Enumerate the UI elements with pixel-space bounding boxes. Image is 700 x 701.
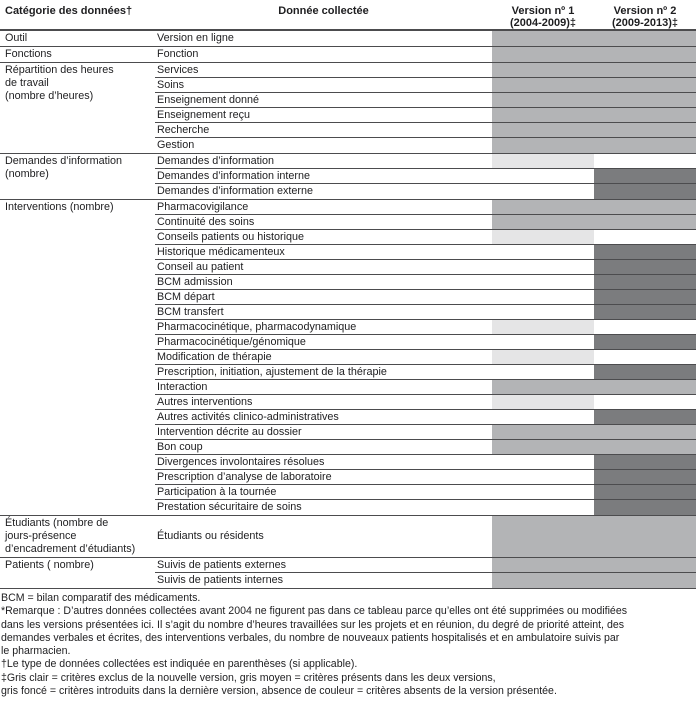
table-group [0,558,696,589]
data-label: Enseignement reçu [157,108,251,121]
version1-cell [492,93,594,107]
category-cell [0,516,155,557]
category-line: (nombre) [5,168,49,180]
data-label: Services [157,63,199,76]
version2-cell [594,275,696,289]
table-row [155,320,696,335]
table-row [155,455,696,470]
group-rows [155,516,696,557]
table-row [155,470,696,485]
version2-cell [594,47,696,62]
table-row [155,93,696,108]
table-row [155,380,696,395]
group-rows [155,558,696,588]
version1-cell [492,230,594,244]
table-row [155,395,696,410]
data-label: Historique médicamenteux [157,245,285,258]
data-label: Interaction [157,380,208,393]
data-label: Participation à la tournée [157,485,277,498]
version2-cell [594,365,696,379]
version2-cell [594,380,696,394]
table-row [155,558,696,573]
version1-cell [492,573,594,588]
category-line: Patients ( nombre) [5,559,94,571]
header-collected: Donnée collectée [278,5,369,17]
header-version1-line2: (2004-2009)‡ [509,17,577,29]
table-row [155,290,696,305]
version1-cell [492,350,594,364]
version1-cell [492,305,594,319]
footnote-line: ‡Gris clair = critères exclus de la nouvelle version, gris moyen = critères présents dans les deux versions, [1,671,496,684]
version1-cell [492,245,594,259]
category-line: Outil [5,32,28,44]
data-label: Soins [157,78,185,91]
table-row [155,31,696,46]
data-label: Prestation sécuritaire de soins [157,501,302,513]
data-label: Demandes d’information [157,154,275,167]
version2-cell [594,169,696,183]
version1-cell [492,395,594,409]
data-label: Modification de thérapie [157,350,272,363]
data-label: Continuité des soins [157,215,255,228]
header-version1 [492,5,594,29]
table-row [155,410,696,425]
data-label: Bon coup [157,440,203,453]
version2-cell [594,455,696,469]
table-row [155,123,696,138]
category-line: (nombre d’heures) [5,90,94,102]
version2-cell [594,485,696,499]
version1-cell [492,500,594,515]
table-group [0,200,696,516]
table-row [155,108,696,123]
table-row [155,230,696,245]
category-cell [0,47,155,62]
header-version2-line1: Version nº 2 [613,5,677,17]
table-row [155,184,696,199]
table-row [155,245,696,260]
table-body [0,31,696,589]
version2-cell [594,500,696,515]
data-label: Autres interventions [157,395,253,408]
data-label: Enseignement donné [157,93,260,106]
data-label: BCM admission [157,275,233,288]
version1-cell [492,275,594,289]
version1-cell [492,123,594,137]
version2-cell [594,31,696,46]
version1-cell [492,31,594,46]
version2-cell [594,215,696,229]
version1-cell [492,320,594,334]
data-label: Gestion [157,139,195,151]
data-label: Pharmacovigilance [157,200,249,213]
version2-cell [594,470,696,484]
table-row [155,47,696,62]
category-cell [0,558,155,588]
version1-cell [492,260,594,274]
version2-cell [594,290,696,304]
data-label: Pharmacocinétique/génomique [157,335,306,348]
data-label: Fonction [157,48,199,60]
version1-cell [492,47,594,62]
category-cell [0,154,155,199]
version1-cell [492,138,594,153]
category-line: Interventions (nombre) [5,201,114,213]
table-row [155,365,696,380]
footnotes [0,589,700,698]
version1-cell [492,154,594,168]
table-group [0,31,696,47]
table-group [0,516,696,558]
table-row [155,516,696,557]
category-cell [0,31,155,46]
version2-cell [594,108,696,122]
version2-cell [594,320,696,334]
group-rows [155,200,696,515]
version1-cell [492,410,594,424]
category-line: Répartition des heures [5,64,114,76]
table-row [155,350,696,365]
version2-cell [594,154,696,168]
data-label: BCM départ [157,290,215,303]
table-group [0,154,696,200]
version1-cell [492,425,594,439]
header-version2 [594,5,696,29]
footnote-line: gris foncé = critères introduits dans la dernière version, absence de couleur = critères absents de la version présentée. [1,685,557,698]
header-category: Catégorie des données† [5,5,133,17]
version2-cell [594,573,696,588]
footnote-line: le pharmacien. [1,645,71,658]
group-rows [155,47,696,62]
group-rows [155,63,696,153]
group-rows [155,31,696,46]
category-cell [0,63,155,153]
table-row [155,275,696,290]
table-row [155,485,696,500]
version1-cell [492,108,594,122]
data-label: Suivis de patients externes [157,558,287,571]
footnote-line: †Le type de données collectées est indiquée en parenthèses (si applicable). [1,658,358,671]
version1-cell [492,365,594,379]
data-label: Demandes d’information interne [157,169,311,182]
version2-cell [594,335,696,349]
footnote-line: BCM = bilan comparatif des médicaments. [1,592,201,604]
data-label: Suivis de patients internes [157,574,284,586]
table-row [155,335,696,350]
data-label: BCM transfert [157,305,224,318]
data-label: Divergences involontaires résolues [157,455,325,468]
category-line: Fonctions [5,48,52,60]
version2-cell [594,230,696,244]
data-label: Prescription, initiation, ajustement de la thérapie [157,365,387,378]
version1-cell [492,63,594,77]
version2-cell [594,350,696,364]
version1-cell [492,290,594,304]
footnote-line: dans les versions présentées ici. Il s’agit du nombre d’heures travaillées sur les projets et en réunion, du degré de priorité atteint, des [1,618,625,631]
version1-cell [492,169,594,183]
group-rows [155,154,696,199]
version2-cell [594,516,696,557]
data-label: Pharmacocinétique, pharmacodynamique [157,320,357,333]
version2-cell [594,123,696,137]
table-group [0,63,696,154]
version2-cell [594,184,696,199]
version2-cell [594,395,696,409]
table-row [155,260,696,275]
data-label: Demandes d’information externe [157,185,314,197]
version2-cell [594,78,696,92]
version1-cell [492,335,594,349]
category-line: d’encadrement d’étudiants) [5,543,136,555]
version1-cell [492,485,594,499]
table-row [155,138,696,153]
data-label: Recherche [157,123,210,136]
category-line: de travail [5,77,49,89]
version2-cell [594,305,696,319]
category-line: jours-présence [5,530,77,542]
version1-cell [492,440,594,454]
data-label: Intervention décrite au dossier [157,425,302,438]
category-line: Étudiants (nombre de [5,517,109,529]
version2-cell [594,138,696,153]
version2-cell [594,410,696,424]
version2-cell [594,425,696,439]
data-label: Autres activités clinico-administratives [157,410,339,423]
data-label: Conseils patients ou historique [157,230,305,243]
version1-cell [492,558,594,572]
data-label: Version en ligne [157,32,234,44]
version1-cell [492,200,594,214]
header-version1-line1: Version nº 1 [511,5,575,17]
data-label: Prescription d’analyse de laboratoire [157,470,332,483]
category-cell [0,200,155,515]
table-row [155,169,696,184]
version1-cell [492,380,594,394]
table-row [155,154,696,169]
version2-cell [594,93,696,107]
table-row [155,425,696,440]
footnote-line: demandes verbales et écrites, des interventions verbales, du nombre de nouveaux patients hospitalisés et en ambulatoire suivis par [1,631,620,644]
version1-cell [492,516,594,557]
table-row [155,78,696,93]
table-row [155,440,696,455]
table-group [0,47,696,63]
version1-cell [492,215,594,229]
version2-cell [594,245,696,259]
version1-cell [492,470,594,484]
table-row [155,63,696,78]
version1-cell [492,455,594,469]
version2-cell [594,440,696,454]
data-label: Conseil au patient [157,260,244,273]
table-row [155,305,696,320]
version1-cell [492,78,594,92]
header-version2-line2: (2009-2013)‡ [611,17,679,29]
version2-cell [594,260,696,274]
table-row [155,215,696,230]
table-header-row [0,0,696,31]
data-label: Étudiants ou résidents [157,530,264,542]
table-row [155,573,696,588]
version2-cell [594,63,696,77]
category-line: Demandes d’information [5,155,123,167]
footnote-line: *Remarque : D’autres données collectées avant 2004 ne figurent pas dans ce tableau parce qu’elles ont été supprimées ou modifiées [1,605,628,618]
version2-cell [594,558,696,572]
table-row [155,200,696,215]
version2-cell [594,200,696,214]
version1-cell [492,184,594,199]
table-row [155,500,696,515]
